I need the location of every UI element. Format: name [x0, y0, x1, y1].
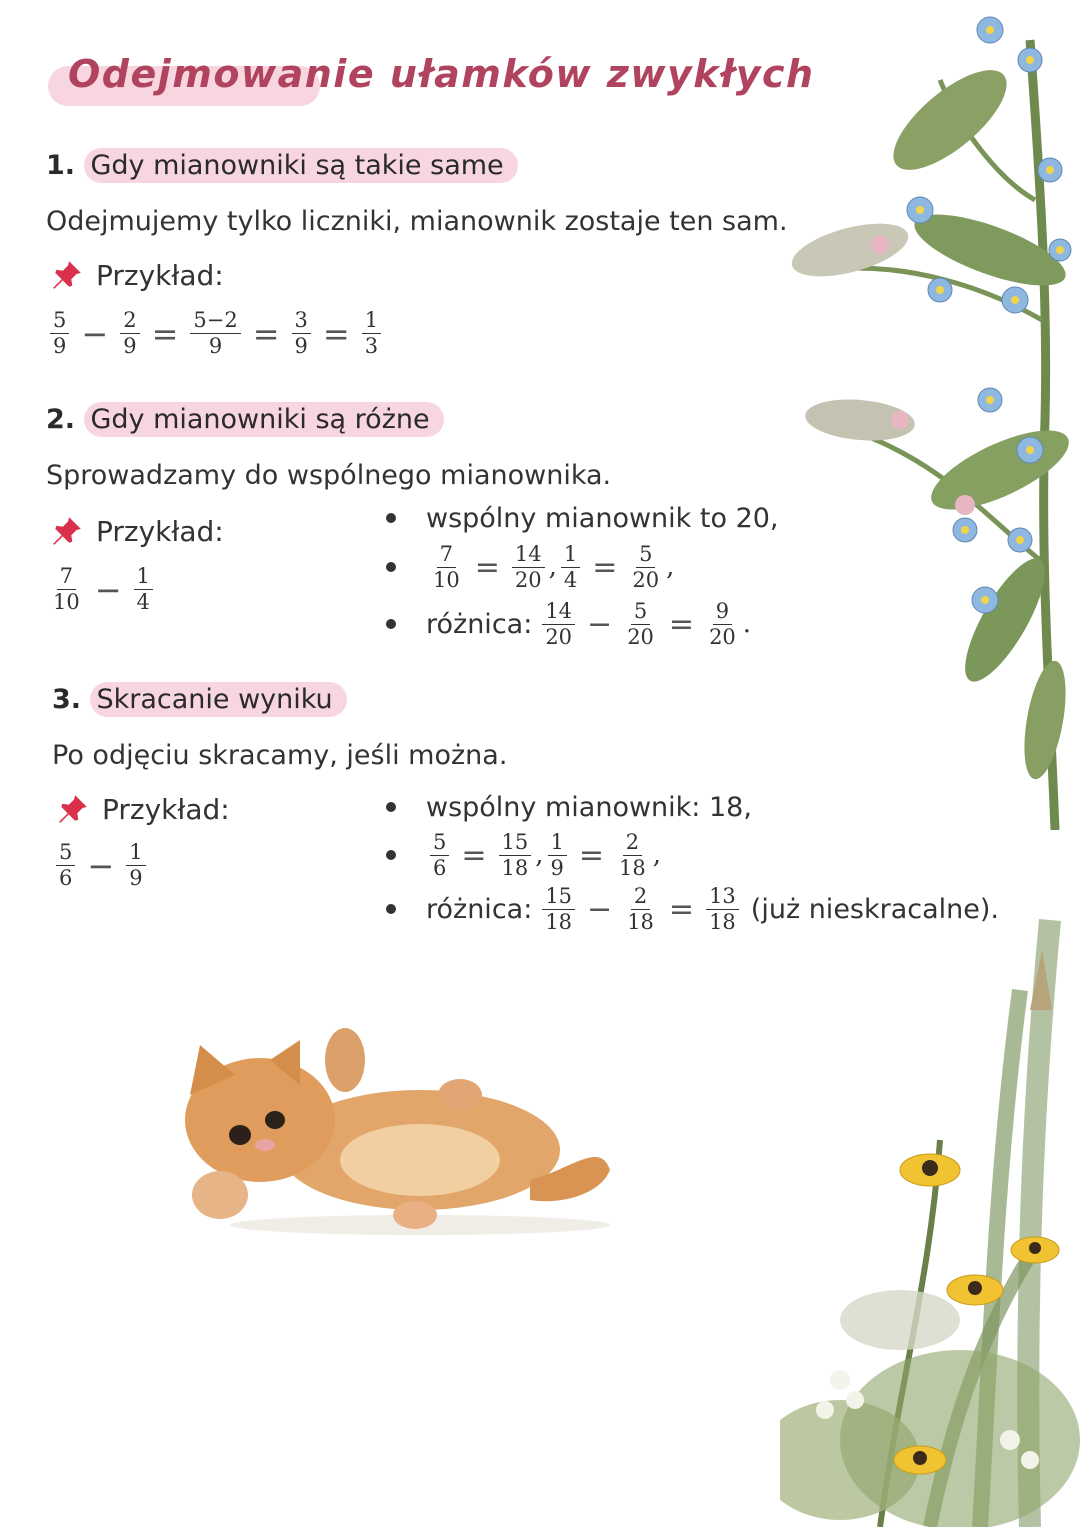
denominator: 6 — [59, 866, 73, 890]
denominator: 9 — [208, 334, 223, 358]
page-title — [48, 52, 815, 96]
math-operator: = — [578, 837, 605, 873]
math-operator: , — [652, 840, 662, 870]
fraction — [616, 829, 649, 880]
numerator: 1 — [561, 544, 580, 568]
denominator: 9 — [294, 334, 308, 358]
numerator: 5 — [636, 544, 655, 568]
fraction — [362, 310, 381, 357]
list-item: wspólny mianownik: 18, — [380, 786, 999, 828]
numerator: 15 — [499, 832, 532, 856]
fraction — [120, 310, 139, 357]
fraction — [548, 829, 567, 880]
numerator: 5 — [50, 310, 69, 334]
numerator: 5 — [430, 832, 449, 856]
list-item — [380, 538, 779, 596]
fraction — [542, 598, 575, 649]
numerator: 14 — [512, 544, 545, 568]
fraction — [430, 829, 449, 880]
fraction — [542, 883, 575, 934]
denominator: 20 — [545, 624, 573, 649]
math-operator: − — [587, 606, 613, 642]
fraction — [706, 598, 739, 649]
math-operator: − — [94, 570, 122, 609]
section2-bullets — [380, 498, 779, 652]
section3-example-math — [52, 842, 150, 889]
list-item: wspólny mianownik to 20, — [380, 498, 779, 538]
pushpin-icon — [50, 258, 84, 292]
kitten-illustration — [170, 1020, 630, 1250]
numerator: 5−2 — [190, 310, 240, 334]
denominator: 18 — [545, 909, 573, 934]
fraction — [292, 310, 311, 357]
wildflowers-illustration — [780, 880, 1080, 1527]
section2-heading: 2. Gdy mianowniki są różne — [46, 404, 444, 435]
math-operator: − — [87, 846, 115, 885]
fraction — [430, 541, 463, 592]
list-item: różnica: $\frac{14}{20}$ − $\frac{5}{20}$ = $\frac{9}{20}$ . — [380, 596, 779, 652]
denominator: 20 — [709, 624, 736, 649]
list-item — [380, 828, 999, 882]
fraction — [499, 829, 532, 880]
denominator: 18 — [501, 855, 529, 880]
denominator: 4 — [136, 590, 150, 614]
section1-heading: 1. Gdy mianowniki są takie same — [46, 150, 518, 181]
numerator: 15 — [542, 886, 575, 910]
numerator: 14 — [542, 601, 575, 625]
fraction — [624, 883, 657, 934]
section1-example-label: Przykład: — [50, 258, 224, 292]
denominator: 20 — [627, 624, 654, 649]
pushpin-icon — [56, 792, 90, 826]
numerator: 13 — [706, 886, 739, 910]
denominator: 18 — [709, 909, 736, 934]
denominator: 4 — [563, 567, 578, 592]
numerator: 7 — [57, 566, 76, 590]
section2-example-label: Przykład: — [50, 514, 224, 548]
denominator: 9 — [550, 855, 564, 880]
fraction — [50, 566, 83, 613]
denominator: 18 — [619, 855, 646, 880]
denominator: 9 — [53, 334, 67, 358]
section1-text: Odejmujemy tylko liczniki, mianownik zostaje ten sam. — [46, 206, 788, 237]
section2-example-math — [46, 566, 157, 613]
numerator: 5 — [631, 601, 650, 625]
math-operator: , — [535, 840, 544, 870]
math-operator: = — [151, 314, 179, 353]
section3-heading: 3. Skracanie wyniku — [52, 684, 347, 715]
denominator: 20 — [514, 567, 542, 592]
fraction — [561, 541, 580, 592]
numerator: 2 — [623, 832, 642, 856]
numerator: 3 — [292, 310, 311, 334]
math-operator: = — [252, 314, 280, 353]
numerator: 7 — [437, 544, 456, 568]
denominator: 3 — [364, 334, 379, 358]
math-operator: − — [587, 891, 613, 927]
denominator: 9 — [129, 866, 143, 890]
section3-example-label: Przykład: — [56, 792, 230, 826]
fraction — [126, 842, 145, 889]
section3-text: Po odjęciu skracamy, jeśli można. — [52, 740, 508, 771]
fraction — [624, 598, 657, 649]
numerator: 1 — [362, 310, 381, 334]
title-highlighted-word: Odejmowanie — [68, 52, 376, 96]
numerator: 1 — [126, 842, 145, 866]
math-operator: = — [592, 549, 618, 585]
math-operator: = — [668, 891, 695, 927]
fraction — [190, 310, 240, 357]
denominator: 10 — [433, 567, 460, 592]
fraction — [56, 842, 75, 889]
math-operator: , — [548, 552, 557, 582]
denominator: 20 — [632, 567, 660, 592]
numerator: 1 — [134, 566, 153, 590]
forget-me-not-illustration — [790, 0, 1080, 830]
numerator: 2 — [631, 886, 650, 910]
fraction — [629, 541, 662, 592]
section2-text: Sprowadzamy do wspólnego mianownika. — [46, 460, 612, 491]
numerator: 1 — [548, 832, 567, 856]
fraction — [134, 566, 153, 613]
math-operator: . — [742, 609, 752, 639]
fraction — [50, 310, 69, 357]
math-operator: = — [322, 314, 350, 353]
math-operator: = — [668, 606, 695, 642]
section1-example-math — [46, 310, 385, 357]
denominator: 6 — [433, 855, 447, 880]
fraction — [706, 883, 739, 934]
fraction — [512, 541, 545, 592]
denominator: 9 — [123, 334, 137, 358]
numerator: 2 — [120, 310, 139, 334]
math-operator: − — [81, 314, 109, 353]
list-item: różnica: $\frac{15}{18}$ − $\frac{2}{18}$ = $\frac{13}{18}$ (już nieskracalne). — [380, 882, 999, 936]
denominator: 18 — [627, 909, 654, 934]
pushpin-icon — [50, 514, 84, 548]
math-operator: = — [461, 837, 487, 873]
title-rest: ułamków zwykłych — [389, 52, 815, 96]
numerator: 5 — [56, 842, 75, 866]
math-operator: = — [474, 549, 500, 585]
numerator: 9 — [713, 601, 732, 625]
denominator: 10 — [53, 590, 80, 614]
math-operator: , — [666, 552, 675, 582]
